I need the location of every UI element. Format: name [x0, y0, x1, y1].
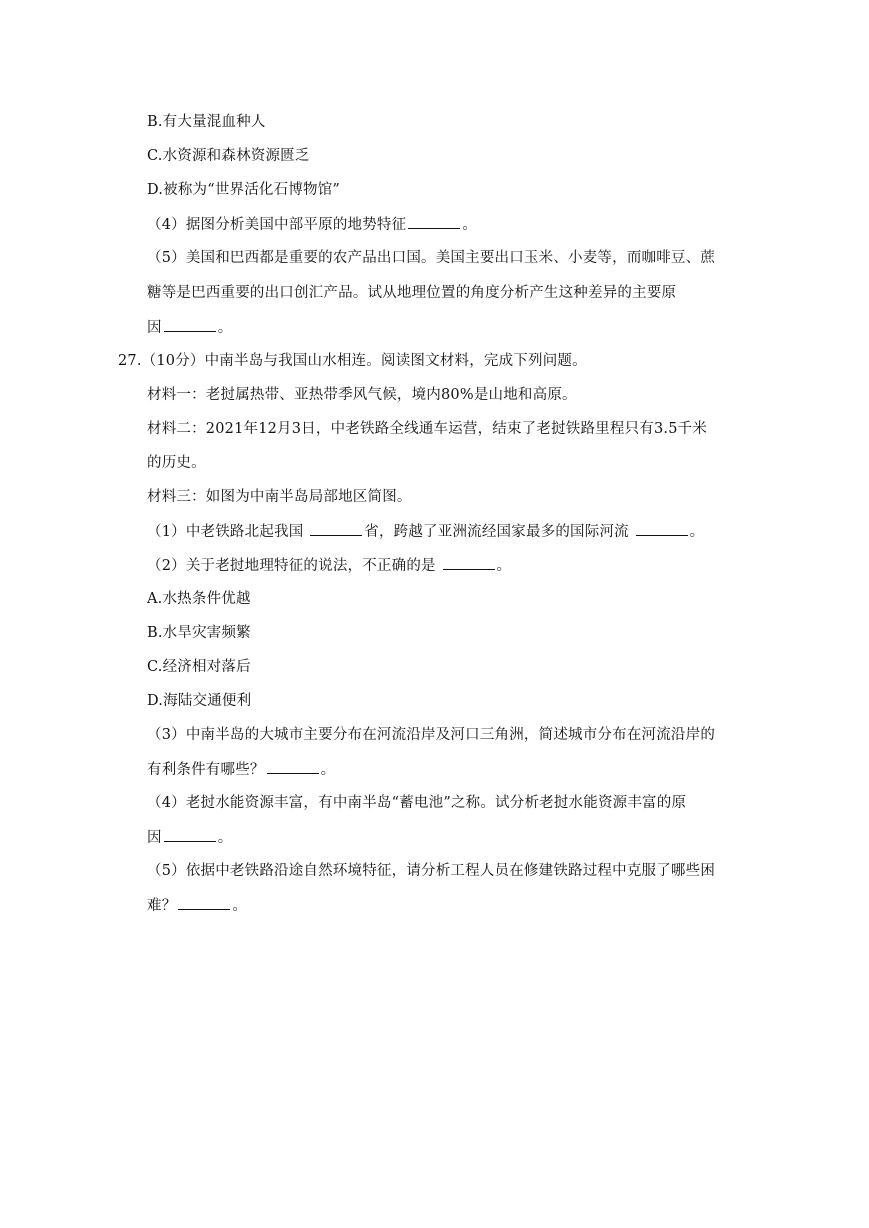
q26-sub5-line2: 糖等是巴西重要的出口创汇产品。试从地理位置的角度分析产生这种差异的主要原: [147, 285, 677, 301]
q27-material-2-line1: 材料二：2021年12月3日，中老铁路全线通车运营，结束了老挝铁路里程只有3.5千米: [147, 421, 708, 437]
q26-option-b: B.有大量混血种人: [147, 114, 266, 130]
q27-sub4-line2-text: 因: [147, 830, 162, 846]
q27-sub1-b: 省，跨越了亚洲流经国家最多的国际河流: [364, 524, 629, 540]
answer-blank: [443, 555, 495, 570]
q27-subquestion-2: [147, 555, 511, 576]
answer-blank: [267, 759, 319, 774]
q26-sub4-text: （4）据图分析美国中部平原的地势特征: [147, 217, 407, 233]
q27-sub3-line2-text: 有利条件有哪些？: [147, 762, 265, 778]
q27-material-1: 材料一：老挝属热带、亚热带季风气候，境内80%是山地和高原。: [147, 387, 577, 403]
q27-sub1-end: 。: [689, 524, 705, 540]
q26-sub5-line3: [147, 317, 232, 338]
q27-sub5-line1: （5）依据中老铁路沿途自然环境特征，请分析工程人员在修建铁路过程中克服了哪些困: [147, 863, 716, 879]
q27-sub3-line2: [147, 759, 335, 780]
q27-sub3-end: 。: [320, 762, 336, 778]
q26-sub5-line1: （5）美国和巴西都是重要的农产品出口国。美国主要出口玉米、小麦等，而咖啡豆、蔗: [147, 250, 716, 266]
answer-blank: [408, 214, 460, 229]
q27-sub1-a: （1）中老铁路北起我国: [147, 524, 304, 540]
answer-blank: [178, 895, 230, 910]
q26-sub5-line3-text: 因: [147, 320, 162, 336]
q27-sub5-line2-text: 难？: [147, 898, 177, 914]
answer-blank: [164, 827, 216, 842]
q27-sub4-line1: （4）老挝水能资源丰富，有中南半岛“蓄电池”之称。试分析老挝水能资源丰富的原: [147, 795, 687, 811]
q27-sub5-end: 。: [232, 898, 248, 914]
q26-sub5-end: 。: [217, 320, 233, 336]
answer-blank: [164, 317, 216, 332]
q27-option-a: A.水热条件优越: [147, 591, 251, 607]
q27-stem: 27.（10分）中南半岛与我国山水相连。阅读图文材料，完成下列问题。: [118, 353, 587, 369]
answer-blank: [310, 521, 362, 536]
q27-sub2-text: （2）关于老挝地理特征的说法，不正确的是: [147, 558, 436, 574]
q26-option-c: C.水资源和森林资源匮乏: [147, 148, 310, 164]
q27-sub4-line2: [147, 827, 232, 848]
q26-option-d: D.被称为“世界活化石博物馆”: [147, 182, 341, 198]
q27-sub2-end: 。: [496, 558, 512, 574]
q27-option-c: C.经济相对落后: [147, 659, 251, 675]
q27-material-3: 材料三：如图为中南半岛局部地区简图。: [147, 489, 412, 505]
answer-blank: [636, 521, 688, 536]
q27-sub5-line2: [147, 895, 247, 916]
q27-subquestion-1: [147, 521, 704, 542]
q27-sub4-end: 。: [217, 830, 233, 846]
q26-sub4-end: 。: [462, 217, 478, 233]
q27-option-b: B.水旱灾害频繁: [147, 625, 251, 641]
q27-option-d: D.海陆交通便利: [147, 693, 252, 709]
q27-sub3-line1: （3）中南半岛的大城市主要分布在河流沿岸及河口三角洲，简述城市分布在河流沿岸的: [147, 727, 716, 743]
q27-material-2-line2: 的历史。: [147, 455, 206, 471]
q26-subquestion-4: [147, 214, 477, 235]
